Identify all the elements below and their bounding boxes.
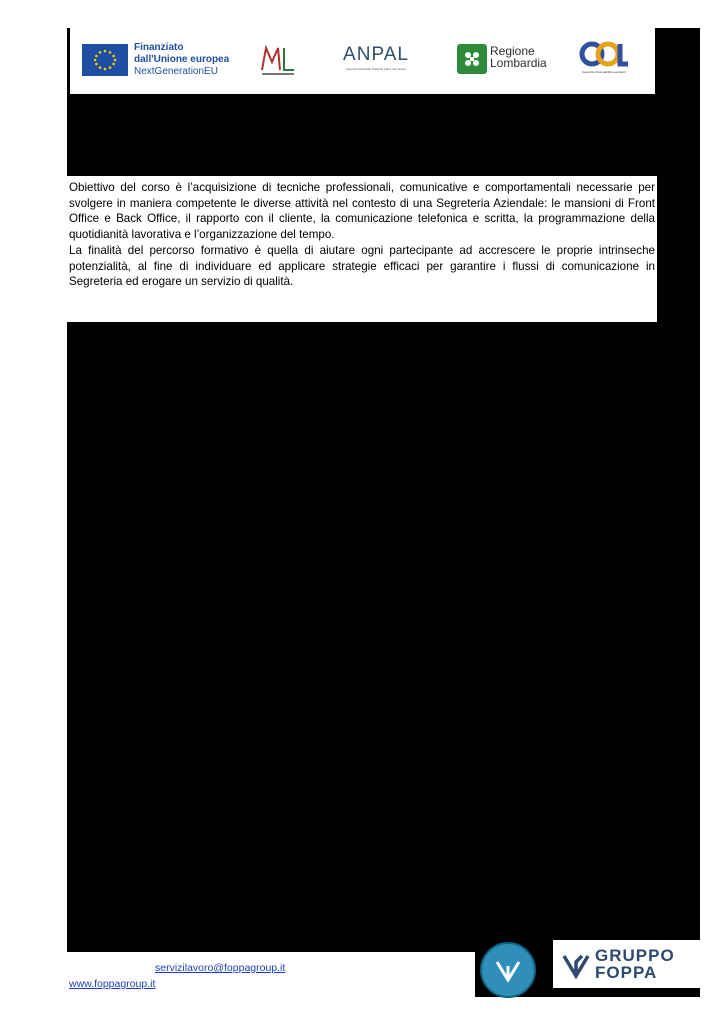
description-paragraph-1: Obiettivo del corso è l’acquisizione di tecniche professionali, comunicative e comportamentali necessarie per svolgere in maniera competente le diverse attività nel contesto di una Segreteria Aziendale: le mansioni di Front Office e Back Office, il rapporto con il cliente, la comunicazione telefonica e scritta, la programmazione della quotidianità lavorativa e l’organizzazione del tempo.: [69, 181, 655, 242]
col-logo-icon: [578, 40, 630, 80]
foppa-circle-emblem-icon: [480, 942, 536, 998]
gruppo-foppa-logo: [553, 940, 700, 988]
eu-funding-text: [134, 42, 246, 78]
logo-header: [70, 28, 655, 94]
page-background-block: [67, 28, 700, 997]
foppa-line-2: FOPPA: [595, 963, 658, 982]
ministry-labour-logo-icon: [258, 42, 298, 78]
eu-line-3: NextGenerationEU: [134, 66, 218, 77]
eu-line-2: dall'Unione europea: [134, 54, 230, 65]
course-description: [67, 176, 657, 322]
eu-line-1: Finanziato: [134, 42, 184, 53]
col-subtitle: Garanzia Occupabilità Lavoratori: [582, 70, 626, 74]
regione-line-1: Regione: [490, 44, 535, 58]
regione-line-2: Lombardia: [490, 56, 547, 70]
description-paragraph-2: La finalità del percorso formativo è quella di aiutare ogni partecipante ad accrescere le proprie intrinseche potenzialità, al fine di individuare ed applicare strategie efficaci per garantire i flussi di comunicazione in Segreteria ed erogare un servizio di qualità.: [69, 243, 655, 289]
foppa-leaf-icon: [561, 950, 591, 980]
eu-flag-icon: [82, 44, 128, 76]
email-link[interactable]: servizilavoro@foppagroup.it: [155, 962, 286, 974]
anpal-subtitle: Agenzia Nazionale Politiche Attive del Lavoro: [345, 67, 407, 71]
regione-lombardia-text: [490, 45, 570, 69]
anpal-logo: ANPAL: [343, 44, 409, 65]
website-link[interactable]: www.foppagroup.it: [69, 978, 156, 990]
footer-strip: [67, 952, 475, 997]
regione-lombardia-icon: [457, 44, 487, 74]
foppa-wordmark: [595, 947, 675, 981]
foppa-line-1: GRUPPO: [595, 946, 675, 965]
